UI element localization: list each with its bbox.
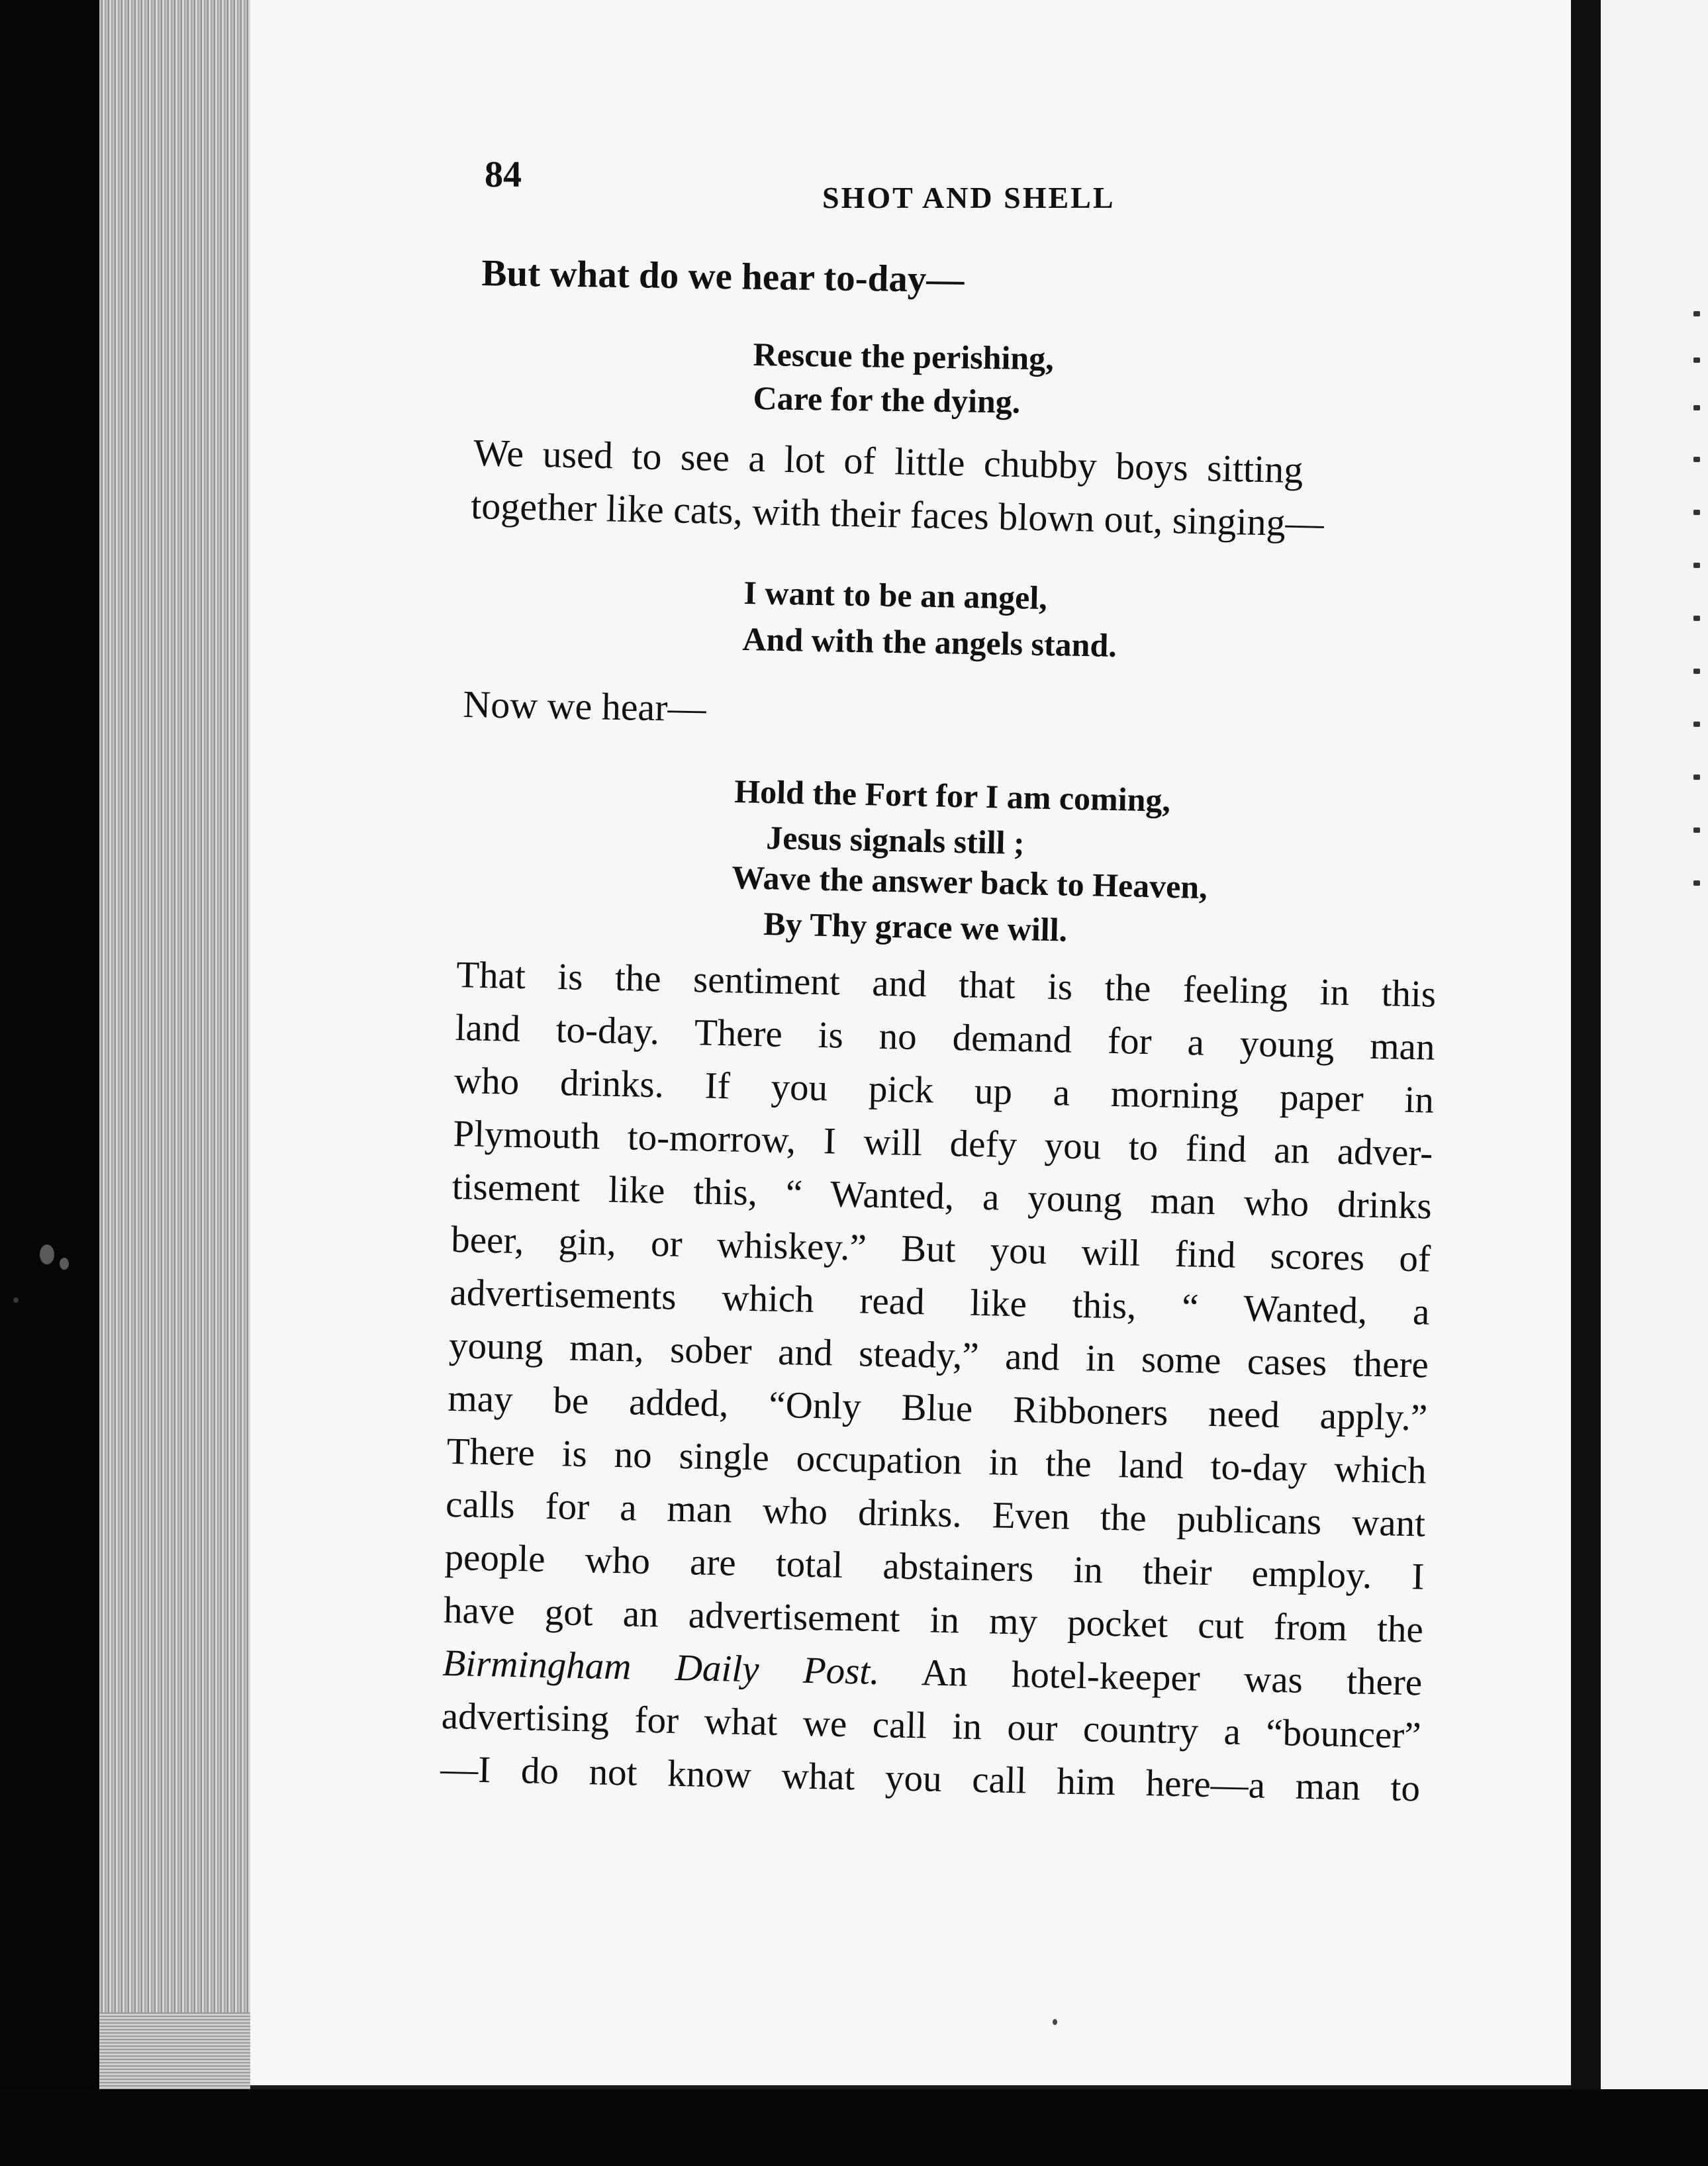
text-line: advertising for what we call in our country a “bouncer” bbox=[441, 1695, 1422, 1757]
text-line: who drinks. If you pick up a morning paper in bbox=[453, 1059, 1435, 1121]
book-page-edges bbox=[99, 0, 252, 2072]
facing-page-letter-fragment bbox=[1693, 405, 1700, 410]
text-line bbox=[442, 1642, 1423, 1705]
page-number: 84 bbox=[485, 154, 522, 195]
text-line: young man, sober and steady,” and in some cases there bbox=[448, 1324, 1429, 1386]
verse-line: Jesus signals still ; bbox=[765, 818, 1025, 862]
verse-line: I want to be an angel, bbox=[743, 573, 1048, 616]
italic-title: Birmingham Daily Post. bbox=[442, 1642, 880, 1693]
verse-line: Care for the dying. bbox=[753, 379, 1021, 420]
text-line: may be added, “Only Blue Ribboners need apply.” bbox=[447, 1377, 1428, 1439]
verse-line: Hold the Fort for I am coming, bbox=[734, 772, 1171, 819]
verse-line: By Thy grace we will. bbox=[763, 904, 1068, 949]
scan-bottom-background bbox=[0, 2089, 1708, 2166]
text-line: But what do we hear to-day— bbox=[481, 252, 965, 301]
text-line: Plymouth to-morrow, I will defy you to find an adver- bbox=[452, 1112, 1433, 1174]
facing-page-letter-fragment bbox=[1693, 563, 1700, 568]
facing-page-letter-fragment bbox=[1693, 311, 1700, 316]
book-gutter bbox=[1571, 0, 1601, 2092]
scan-speck bbox=[13, 1297, 19, 1303]
text-line: We used to see a lot of little chubby boys sitting bbox=[473, 430, 1304, 492]
text-line: together like cats, with their faces blown out, singing— bbox=[470, 483, 1325, 545]
facing-page-letter-fragment bbox=[1693, 510, 1700, 515]
facing-page-letter-fragment bbox=[1693, 722, 1700, 727]
facing-page-letter-fragment bbox=[1693, 827, 1700, 833]
facing-page-edge bbox=[1601, 0, 1708, 2092]
text-line: Now we hear— bbox=[462, 682, 707, 730]
text-line: That is the sentiment and that is the feeling in this bbox=[455, 953, 1437, 1015]
facing-page-letter-fragment bbox=[1693, 669, 1700, 674]
facing-page-letter-fragment bbox=[1693, 357, 1700, 363]
text-line: have got an advertisement in my pocket cut from the bbox=[443, 1589, 1424, 1651]
text-line: land to-day. There is no demand for a young man bbox=[455, 1006, 1436, 1068]
text-line: calls for a man who drinks. Even the publicans want bbox=[445, 1483, 1426, 1545]
facing-page-letter-fragment bbox=[1693, 457, 1700, 462]
text-line: —I do not know what you call him here—a man to bbox=[440, 1748, 1421, 1810]
text-line: people who are total abstainers in their employ. I bbox=[444, 1536, 1425, 1598]
verse-line: Rescue the perishing, bbox=[753, 335, 1055, 377]
text-fragment: An hotel-keeper was there bbox=[878, 1651, 1423, 1704]
facing-page-letter-fragment bbox=[1693, 880, 1700, 886]
scan-dust-mark bbox=[1053, 2019, 1057, 2025]
facing-page-letter-fragment bbox=[1693, 775, 1700, 780]
text-line: beer, gin, or whiskey.” But you will find scores of bbox=[450, 1218, 1431, 1280]
scan-speck bbox=[40, 1245, 54, 1264]
scan-speck bbox=[60, 1258, 69, 1270]
body-paragraph bbox=[440, 953, 1437, 1826]
text-line: There is no single occupation in the land to-day which bbox=[446, 1430, 1427, 1492]
verse-line: Wave the answer back to Heaven, bbox=[731, 858, 1208, 906]
facing-page-letter-fragment bbox=[1693, 616, 1700, 621]
running-title: SHOT AND SHELL bbox=[822, 181, 1115, 214]
text-line: tisement like this, “ Wanted, a young man who drinks bbox=[451, 1165, 1433, 1227]
verse-line: And with the angels stand. bbox=[742, 620, 1117, 664]
text-line: advertisements which read like this, “ Wanted, a bbox=[450, 1271, 1431, 1333]
